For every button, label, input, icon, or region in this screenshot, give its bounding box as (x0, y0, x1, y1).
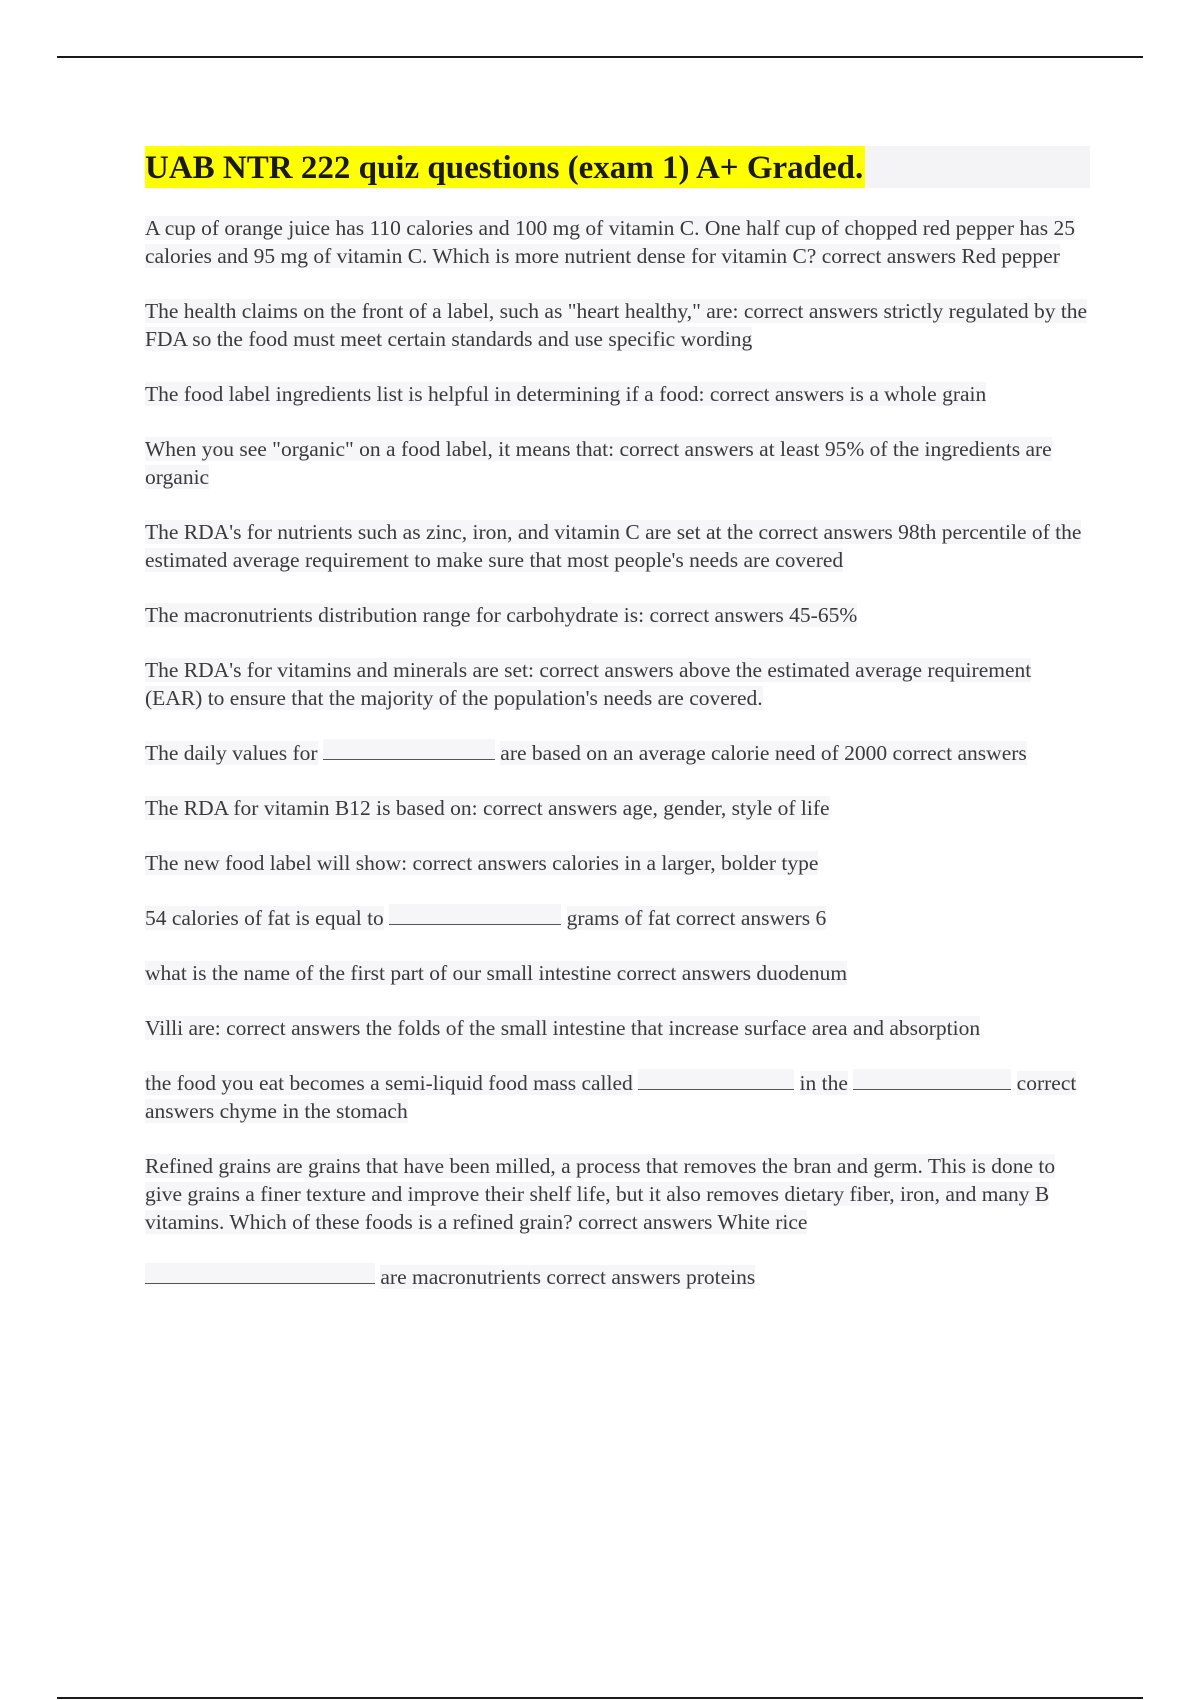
question-item (145, 959, 1090, 987)
question-text-before: The daily values for (145, 741, 318, 765)
question-text-after: correct answers chyme in the stomach (145, 1071, 1077, 1123)
question-item (145, 1263, 1090, 1291)
top-rule (57, 56, 1143, 58)
bottom-rule (57, 1697, 1143, 1699)
question-text-middle: in the (799, 1071, 848, 1095)
question-text: The new food label will show: correct answers calories in a larger, bolder type (145, 851, 819, 875)
question-text: The food label ingredients list is helpful in determining if a food: correct answers is a whole grain (145, 382, 987, 406)
question-text: A cup of orange juice has 110 calories and 100 mg of vitamin C. One half cup of chopped red pepper has 25 calories and 95 mg of vitamin C. Which is more nutrient dense for vitamin C? correct answers Red pepper (145, 216, 1076, 268)
question-item (145, 380, 1090, 408)
fill-in-blank (323, 739, 495, 760)
question-text: Villi are: correct answers the folds of the small intestine that increase surface area and absorption (145, 1016, 981, 1040)
question-text: The health claims on the front of a label, such as "heart healthy," are: correct answers strictly regulated by the FDA so the food must meet certain standards and use specific wording (145, 299, 1088, 351)
question-text-before: 54 calories of fat is equal to (145, 906, 384, 930)
question-item (145, 601, 1090, 629)
fill-in-blank (638, 1069, 794, 1090)
question-text-after: are based on an average calorie need of 2000 correct answers (500, 741, 1027, 765)
question-item (145, 656, 1090, 712)
question-item (145, 214, 1090, 270)
question-text-before: the food you eat becomes a semi-liquid food mass called (145, 1071, 633, 1095)
question-list (145, 214, 1090, 1318)
question-text-after: grams of fat correct answers 6 (566, 906, 827, 930)
question-item (145, 849, 1090, 877)
question-item (145, 1152, 1090, 1236)
question-item (145, 1069, 1090, 1125)
question-item (145, 794, 1090, 822)
question-item (145, 904, 1090, 932)
question-text: The RDA's for nutrients such as zinc, iron, and vitamin C are set at the correct answers 98th percentile of the estimated average requirement to make sure that most people's needs are covered (145, 520, 1082, 572)
fill-in-blank (145, 1263, 375, 1284)
document-body (145, 146, 1090, 1318)
title-row (145, 146, 1090, 188)
question-item (145, 1014, 1090, 1042)
question-text: The RDA's for vitamins and minerals are set: correct answers above the estimated average requirement (EAR) to ensure that the majority of the population's needs are covered. (145, 658, 1032, 710)
document-title: UAB NTR 222 quiz questions (exam 1) A+ Graded. (145, 146, 865, 188)
question-item (145, 297, 1090, 353)
question-text: what is the name of the first part of our small intestine correct answers duodenum (145, 961, 848, 985)
fill-in-blank (389, 904, 561, 925)
question-item (145, 518, 1090, 574)
question-item (145, 739, 1090, 767)
question-text-after: are macronutrients correct answers proteins (380, 1265, 756, 1289)
question-item (145, 435, 1090, 491)
question-text: When you see "organic" on a food label, it means that: correct answers at least 95% of the ingredients are organic (145, 437, 1052, 489)
fill-in-blank (853, 1069, 1011, 1090)
question-text: The RDA for vitamin B12 is based on: correct answers age, gender, style of life (145, 796, 830, 820)
question-text: Refined grains are grains that have been milled, a process that removes the bran and germ. This is done to give grains a finer texture and improve their shelf life, but it also removes dietary fiber, iron, and many B vitamins. Which of these foods is a refined grain? correct answers White rice (145, 1154, 1056, 1234)
question-text: The macronutrients distribution range for carbohydrate is: correct answers 45-65% (145, 603, 858, 627)
